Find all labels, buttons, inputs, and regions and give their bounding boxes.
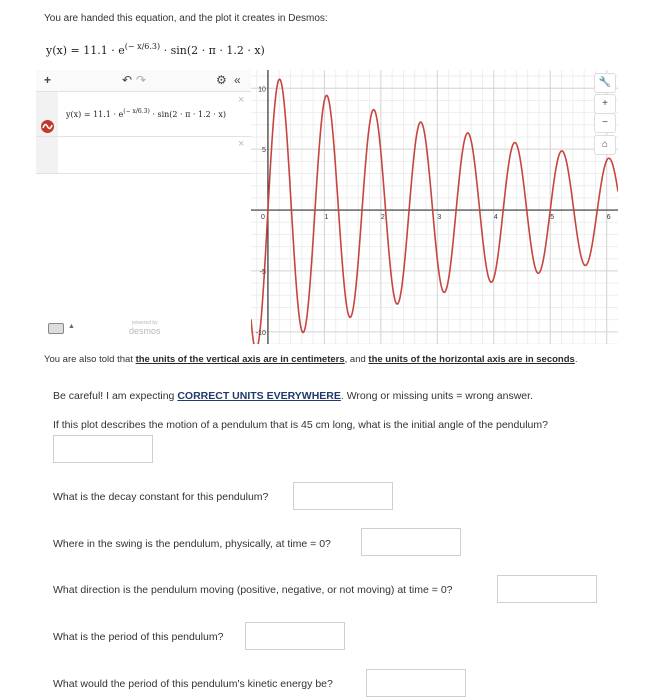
answer-initial-angle-input[interactable] [53, 435, 153, 463]
x-tick-label: 0 [261, 214, 265, 222]
powered-by-text: powered by [131, 320, 158, 326]
y-tick-label: -5 [259, 268, 266, 276]
careful-warning [53, 390, 533, 402]
keyboard-icon[interactable] [48, 323, 64, 334]
y-tick-label: -10 [255, 329, 266, 337]
units-note-mid: , and [344, 354, 369, 365]
intro-text: You are handed this equation, and the plot it creates in Desmos: [44, 13, 328, 24]
powered-by-desmos [129, 320, 161, 336]
y-tick-label: 5 [262, 147, 266, 155]
expression-panel [36, 70, 251, 344]
y-tick-label: 10 [258, 86, 266, 94]
expression-lhs: y(x) = 11.1 · e [66, 110, 124, 119]
answer-ke-period-input[interactable] [366, 669, 466, 697]
expression-row-stripe [36, 137, 58, 173]
x-tick-label: 2 [380, 214, 385, 222]
equation-exponent: (− x/6.3) [124, 42, 161, 51]
graph-area[interactable] [251, 70, 618, 344]
answer-direction-t0-input[interactable] [497, 575, 597, 603]
careful-post: . Wrong or missing units = wrong answer. [340, 390, 533, 402]
wave-icon [41, 120, 54, 133]
default-view-home-button[interactable]: ⌂ [594, 135, 616, 155]
question-decay-constant: What is the decay constant for this pendulum? [53, 491, 269, 503]
question-ke-period: What would the period of this pendulum's kinetic energy be? [53, 678, 333, 690]
desmos-brand: desmos [129, 326, 161, 336]
redo-button[interactable]: ↷ [136, 73, 147, 87]
question-period: What is the period of this pendulum? [53, 631, 224, 643]
undo-button[interactable]: ↶ [122, 73, 133, 87]
units-note-post: . [574, 354, 578, 365]
zoom-out-button[interactable]: − [594, 113, 616, 133]
add-expression-button[interactable]: + [44, 73, 52, 87]
equation-lhs: y(x) = 11.1 · e [46, 44, 125, 57]
expression-exponent: (− x/6.3) [123, 108, 150, 115]
answer-decay-constant-input[interactable] [293, 482, 393, 510]
units-vertical-text: the units of the vertical axis are in centimeters [135, 354, 345, 365]
x-tick-label: 3 [437, 214, 442, 222]
delete-expression-icon[interactable]: × [238, 138, 245, 150]
equation [46, 42, 265, 57]
zoom-in-button[interactable]: + [594, 94, 616, 114]
x-tick-label: 4 [493, 214, 498, 222]
expression-row-1[interactable] [36, 92, 251, 137]
expression-toolbar [36, 70, 251, 92]
units-note-pre: You are also told that [44, 354, 136, 365]
careful-emphasis: CORRECT UNITS EVERYWHERE [177, 390, 341, 402]
careful-pre: Be careful! I am expecting [53, 390, 178, 402]
delete-expression-icon[interactable]: × [238, 94, 245, 106]
collapse-panel-button[interactable]: « [234, 73, 241, 87]
question-direction-t0: What direction is the pendulum moving (positive, negative, or not moving) at time = 0? [53, 584, 453, 596]
units-note [44, 354, 577, 365]
series-line [251, 79, 618, 344]
question-initial-angle: If this plot describes the motion of a pendulum that is 45 cm long, what is the initial angle of the pendulum? [53, 419, 548, 431]
units-horizontal-text: the units of the horizontal axis are in seconds [368, 354, 575, 365]
expression-row-2[interactable] [36, 137, 251, 174]
keyboard-menu-arrow-icon[interactable]: ▲ [68, 323, 75, 330]
graph-plot [251, 70, 618, 344]
desmos-calculator [36, 70, 618, 344]
x-tick-label: 5 [550, 214, 555, 222]
expression-rhs: · sin(2 · π · 1.2 · x) [149, 110, 226, 119]
answer-position-t0-input[interactable] [361, 528, 461, 556]
expression-text[interactable] [66, 108, 226, 119]
settings-gear-icon[interactable]: ⚙ [216, 73, 227, 87]
x-tick-label: 1 [324, 214, 329, 222]
graph-settings-wrench-button[interactable]: 🔧 [594, 73, 616, 93]
equation-rhs: · sin(2 · π · 1.2 · x) [160, 44, 265, 57]
question-position-t0: Where in the swing is the pendulum, physically, at time = 0? [53, 538, 331, 550]
graph-color-icon[interactable] [41, 120, 54, 133]
x-tick-label: 6 [606, 214, 611, 222]
answer-period-input[interactable] [245, 622, 345, 650]
